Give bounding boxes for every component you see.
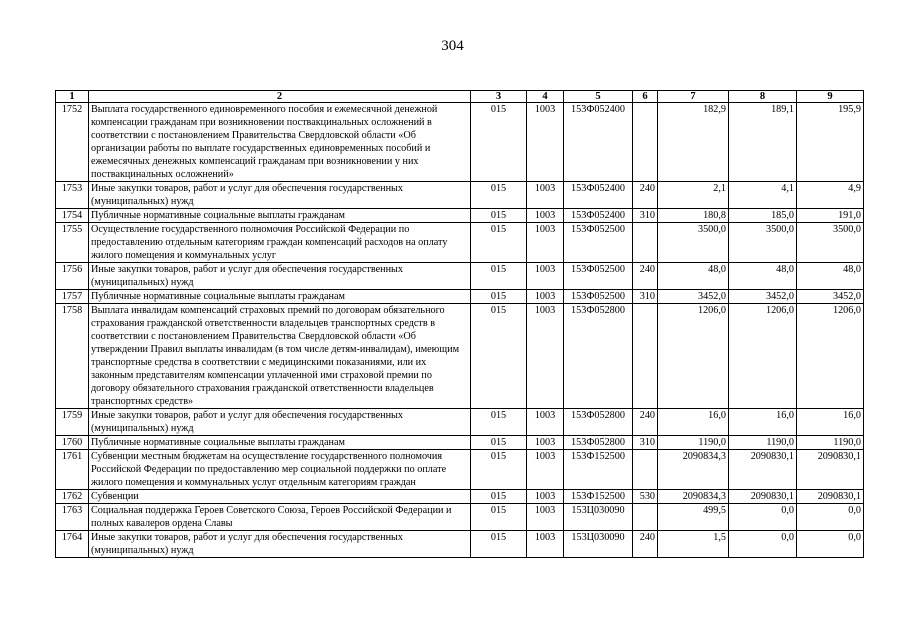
column-header: 5 bbox=[564, 91, 633, 103]
budget-table bbox=[55, 90, 864, 558]
expense-type-cell bbox=[633, 223, 658, 263]
section-code-cell: 1003 bbox=[527, 450, 564, 490]
row-number-cell: 1757 bbox=[56, 290, 89, 304]
table-row bbox=[56, 223, 864, 263]
expense-type-cell: 240 bbox=[633, 531, 658, 558]
ministry-code-cell: 015 bbox=[471, 450, 527, 490]
description-cell: Выплата государственного единовременного пособия и ежемесячной денежной компенсации гражданам при возникновении поствакцинальных осложнений в соответствии с постановлением Правительства Свердловской области «Об организации работы по выплате государственных единовременных пособий и ежемесячных денежных компенсаций гражданам при возникновении у них поствакцинальных осложнений» bbox=[89, 103, 471, 182]
target-article-cell: 153Ц030090 bbox=[564, 504, 633, 531]
section-code-cell: 1003 bbox=[527, 209, 564, 223]
row-number-cell: 1759 bbox=[56, 409, 89, 436]
row-number-cell: 1760 bbox=[56, 436, 89, 450]
ministry-code-cell: 015 bbox=[471, 182, 527, 209]
target-article-cell: 153Ф052400 bbox=[564, 182, 633, 209]
table-row bbox=[56, 209, 864, 223]
amount-cell: 1190,0 bbox=[658, 436, 729, 450]
column-header: 8 bbox=[729, 91, 797, 103]
amount-cell: 499,5 bbox=[658, 504, 729, 531]
ministry-code-cell: 015 bbox=[471, 409, 527, 436]
expense-type-cell bbox=[633, 103, 658, 182]
target-article-cell: 153Ц030090 bbox=[564, 531, 633, 558]
amount-cell: 180,8 bbox=[658, 209, 729, 223]
target-article-cell: 153Ф052500 bbox=[564, 223, 633, 263]
amount-cell: 0,0 bbox=[797, 504, 864, 531]
amount-cell: 3452,0 bbox=[658, 290, 729, 304]
ministry-code-cell: 015 bbox=[471, 223, 527, 263]
section-code-cell: 1003 bbox=[527, 103, 564, 182]
amount-cell: 1190,0 bbox=[729, 436, 797, 450]
amount-cell: 2090834,3 bbox=[658, 450, 729, 490]
section-code-cell: 1003 bbox=[527, 223, 564, 263]
row-number-cell: 1756 bbox=[56, 263, 89, 290]
expense-type-cell: 310 bbox=[633, 209, 658, 223]
ministry-code-cell: 015 bbox=[471, 504, 527, 531]
page-number: 304 bbox=[441, 38, 464, 54]
row-number-cell: 1763 bbox=[56, 504, 89, 531]
section-code-cell: 1003 bbox=[527, 490, 564, 504]
amount-cell: 0,0 bbox=[729, 504, 797, 531]
table-row bbox=[56, 504, 864, 531]
row-number-cell: 1755 bbox=[56, 223, 89, 263]
amount-cell: 3500,0 bbox=[797, 223, 864, 263]
amount-cell: 182,9 bbox=[658, 103, 729, 182]
amount-cell: 48,0 bbox=[658, 263, 729, 290]
expense-type-cell: 530 bbox=[633, 490, 658, 504]
description-cell: Публичные нормативные социальные выплаты гражданам bbox=[89, 436, 471, 450]
section-code-cell: 1003 bbox=[527, 409, 564, 436]
description-cell: Иные закупки товаров, работ и услуг для обеспечения государственных (муниципальных) нужд bbox=[89, 263, 471, 290]
description-cell: Социальная поддержка Героев Советского Союза, Героев Российской Федерации и полных кавалеров ордена Славы bbox=[89, 504, 471, 531]
expense-type-cell: 240 bbox=[633, 409, 658, 436]
table-row bbox=[56, 450, 864, 490]
expense-type-cell: 240 bbox=[633, 263, 658, 290]
amount-cell: 2090830,1 bbox=[729, 450, 797, 490]
description-cell: Выплата инвалидам компенсаций страховых премий по договорам обязательного страхования гражданской ответственности владельцев транспортных средств в соответствии с постановлением Правительства Свердловской области «Об утверждении Правил выплаты инвалидам (в том числе детям-инвалидам), имеющим транспортные средства в соответствии с медицинскими показаниями, или их законным представителям компенсации уплаченной ими страховой премии по договору обязательного страхования гражданской ответственности владельцев транспортных средств» bbox=[89, 304, 471, 409]
row-number-cell: 1762 bbox=[56, 490, 89, 504]
section-code-cell: 1003 bbox=[527, 290, 564, 304]
table-row bbox=[56, 490, 864, 504]
row-number-cell: 1752 bbox=[56, 103, 89, 182]
ministry-code-cell: 015 bbox=[471, 490, 527, 504]
column-header: 4 bbox=[527, 91, 564, 103]
table-row bbox=[56, 263, 864, 290]
table-row bbox=[56, 290, 864, 304]
expense-type-cell: 240 bbox=[633, 182, 658, 209]
ministry-code-cell: 015 bbox=[471, 290, 527, 304]
row-number-cell: 1754 bbox=[56, 209, 89, 223]
target-article-cell: 153Ф052800 bbox=[564, 436, 633, 450]
amount-cell: 1190,0 bbox=[797, 436, 864, 450]
row-number-cell: 1761 bbox=[56, 450, 89, 490]
column-header: 2 bbox=[89, 91, 471, 103]
table-row bbox=[56, 304, 864, 409]
table-row bbox=[56, 436, 864, 450]
amount-cell: 2090830,1 bbox=[797, 490, 864, 504]
description-cell: Субвенции bbox=[89, 490, 471, 504]
row-number-cell: 1758 bbox=[56, 304, 89, 409]
amount-cell: 16,0 bbox=[797, 409, 864, 436]
target-article-cell: 153Ф152500 bbox=[564, 450, 633, 490]
target-article-cell: 153Ф052800 bbox=[564, 409, 633, 436]
amount-cell: 189,1 bbox=[729, 103, 797, 182]
table-body bbox=[56, 103, 864, 558]
table-row bbox=[56, 103, 864, 182]
column-header: 6 bbox=[633, 91, 658, 103]
amount-cell: 1206,0 bbox=[797, 304, 864, 409]
expense-type-cell bbox=[633, 450, 658, 490]
description-cell: Иные закупки товаров, работ и услуг для обеспечения государственных (муниципальных) нужд bbox=[89, 531, 471, 558]
description-cell: Публичные нормативные социальные выплаты гражданам bbox=[89, 290, 471, 304]
amount-cell: 4,9 bbox=[797, 182, 864, 209]
section-code-cell: 1003 bbox=[527, 182, 564, 209]
column-header: 1 bbox=[56, 91, 89, 103]
amount-cell: 0,0 bbox=[797, 531, 864, 558]
amount-cell: 0,0 bbox=[729, 531, 797, 558]
ministry-code-cell: 015 bbox=[471, 436, 527, 450]
amount-cell: 185,0 bbox=[729, 209, 797, 223]
section-code-cell: 1003 bbox=[527, 504, 564, 531]
ministry-code-cell: 015 bbox=[471, 304, 527, 409]
section-code-cell: 1003 bbox=[527, 304, 564, 409]
row-number-cell: 1764 bbox=[56, 531, 89, 558]
expense-type-cell: 310 bbox=[633, 436, 658, 450]
description-cell: Осуществление государственного полномочия Российской Федерации по предоставлению отдельным категориям граждан компенсаций расходов на оплату жилого помещения и коммунальных услуг bbox=[89, 223, 471, 263]
amount-cell: 1206,0 bbox=[729, 304, 797, 409]
amount-cell: 2090830,1 bbox=[797, 450, 864, 490]
target-article-cell: 153Ф152500 bbox=[564, 490, 633, 504]
target-article-cell: 153Ф052400 bbox=[564, 103, 633, 182]
section-code-cell: 1003 bbox=[527, 531, 564, 558]
target-article-cell: 153Ф052800 bbox=[564, 304, 633, 409]
amount-cell: 16,0 bbox=[729, 409, 797, 436]
ministry-code-cell: 015 bbox=[471, 103, 527, 182]
amount-cell: 2,1 bbox=[658, 182, 729, 209]
row-number-cell: 1753 bbox=[56, 182, 89, 209]
table-row bbox=[56, 182, 864, 209]
description-cell: Субвенции местным бюджетам на осуществление государственного полномочия Российской Федерации по предоставлению мер социальной поддержки по оплате жилого помещения и коммунальных услуг отдельным категориям граждан bbox=[89, 450, 471, 490]
description-cell: Публичные нормативные социальные выплаты гражданам bbox=[89, 209, 471, 223]
amount-cell: 1,5 bbox=[658, 531, 729, 558]
ministry-code-cell: 015 bbox=[471, 263, 527, 290]
target-article-cell: 153Ф052500 bbox=[564, 290, 633, 304]
amount-cell: 3452,0 bbox=[729, 290, 797, 304]
amount-cell: 4,1 bbox=[729, 182, 797, 209]
description-cell: Иные закупки товаров, работ и услуг для обеспечения государственных (муниципальных) нужд bbox=[89, 409, 471, 436]
amount-cell: 2090834,3 bbox=[658, 490, 729, 504]
amount-cell: 191,0 bbox=[797, 209, 864, 223]
amount-cell: 3452,0 bbox=[797, 290, 864, 304]
column-header: 7 bbox=[658, 91, 729, 103]
description-cell: Иные закупки товаров, работ и услуг для обеспечения государственных (муниципальных) нужд bbox=[89, 182, 471, 209]
amount-cell: 3500,0 bbox=[658, 223, 729, 263]
expense-type-cell bbox=[633, 504, 658, 531]
expense-type-cell: 310 bbox=[633, 290, 658, 304]
column-header: 3 bbox=[471, 91, 527, 103]
amount-cell: 48,0 bbox=[797, 263, 864, 290]
amount-cell: 3500,0 bbox=[729, 223, 797, 263]
amount-cell: 48,0 bbox=[729, 263, 797, 290]
column-header: 9 bbox=[797, 91, 864, 103]
section-code-cell: 1003 bbox=[527, 263, 564, 290]
table-header-row bbox=[56, 91, 864, 103]
section-code-cell: 1003 bbox=[527, 436, 564, 450]
amount-cell: 16,0 bbox=[658, 409, 729, 436]
amount-cell: 195,9 bbox=[797, 103, 864, 182]
ministry-code-cell: 015 bbox=[471, 531, 527, 558]
amount-cell: 1206,0 bbox=[658, 304, 729, 409]
table-row bbox=[56, 409, 864, 436]
expense-type-cell bbox=[633, 304, 658, 409]
target-article-cell: 153Ф052500 bbox=[564, 263, 633, 290]
amount-cell: 2090830,1 bbox=[729, 490, 797, 504]
ministry-code-cell: 015 bbox=[471, 209, 527, 223]
target-article-cell: 153Ф052400 bbox=[564, 209, 633, 223]
table-row bbox=[56, 531, 864, 558]
